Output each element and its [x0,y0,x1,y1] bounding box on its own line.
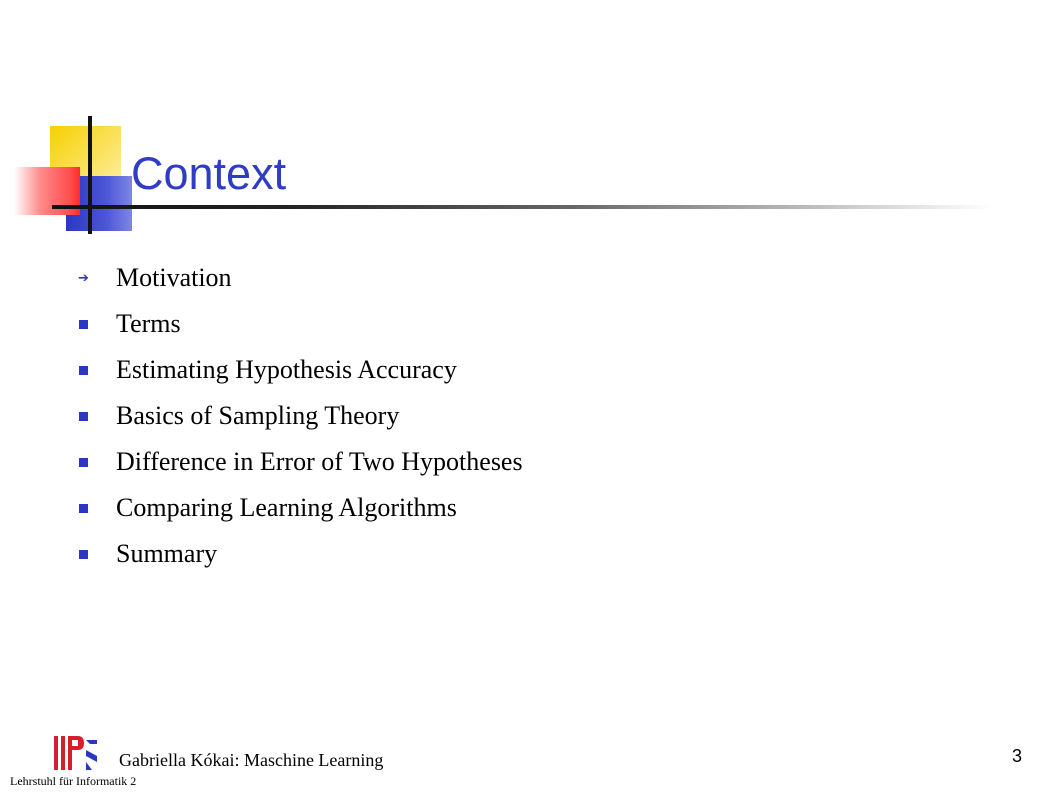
title-underline [52,205,992,209]
footer-author: Gabriella Kókai: Maschine Learning [119,750,384,770]
bullet-item-summary [74,531,523,577]
bullet-label: Comparing Learning Algorithms [116,493,457,522]
slide-title: Context [131,148,287,199]
bullet-item-motivation [74,255,523,301]
footer-chair: Lehrstuhl für Informatik 2 [10,774,137,788]
bullet-label: Basics of Sampling Theory [116,401,400,430]
square-bullet-icon [74,550,116,559]
bullet-label: Difference in Error of Two Hypotheses [116,447,523,476]
square-bullet-icon [74,366,116,375]
square-bullet-icon [74,320,116,329]
bullet-label: Estimating Hypothesis Accuracy [116,355,457,384]
square-bullet-icon [74,458,116,467]
square-bullet-icon [74,504,116,513]
bullet-item-estimating [74,347,523,393]
bullet-label: Motivation [116,263,232,292]
ips-logo-icon [54,736,98,770]
bullet-label: Summary [116,539,218,568]
bullet-list [74,255,523,577]
square-bullet-icon [74,412,116,421]
bullet-item-comparing [74,485,523,531]
bullet-item-terms [74,301,523,347]
bullet-label: Terms [116,309,181,338]
bullet-item-difference [74,439,523,485]
page-number: 3 [1012,746,1023,766]
decorative-vertical-line [88,116,92,234]
bullet-item-sampling [74,393,523,439]
arrow-right-icon: ➔ [78,270,89,286]
